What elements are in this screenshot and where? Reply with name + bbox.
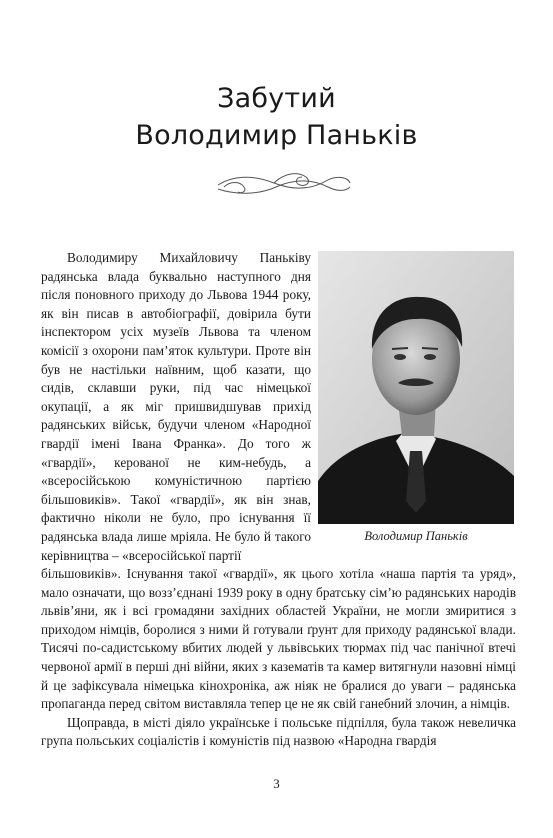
photo-caption: Володимир Паньків [364,529,468,543]
chapter-title-line-2: Володимир Паньків [135,120,418,151]
body-text [41,249,516,751]
page-number: 3 [273,776,280,791]
paragraph-1: Володимиру Михайловичу Паньківу радянська влада буквально наступного дня після поновного приходу до Львова 1944 року, як він писав в автобіографії, довірила бути інспектором усіх музеїв Львова та членом комісії з охорони пам’яток культури. Проте він був не настільки наївним, щоб казати, що сидів, склавши руки, під час німецької окупації, а як міг пришвидшував прихід радянських військ, будучи членом «Народної гвардії імені Івана Франка». До того ж «гвардії», керованої не ким-небудь, а «всеросійською комуністичною партією більшовиків». Такої «гвардії», як він знав, фактично ніколи не було, про існування її радянська влада лише мріяла. Не було й такого керівництва – «всеросійської партії [41,250,311,563]
paragraph-2: Щоправда, в місті діяло українське і польське підпілля, була також невеличка група польських соціалістів і комуністів під назвою «Народна гвардія [41,714,516,749]
flourish-divider-icon [214,165,354,201]
chapter-title-line-1: Забутий [217,83,336,114]
paragraph-1-continued: більшовиків». Існування такої «гвардії», як цього хотіла «наша партія та уряд», мало означати, що возз’єднані 1939 року в одну братську сім’ю радянських народів львів’яни, як і всі громадяни західних областей України, не могли змиритися з приходом німців, боролися з ними й готували ґрунт для приходу радянської влади. Тисячі по-садистському вбитих людей у львівських тюрмах під час панічної втечі червоної армії в перші дні війни, яких з казематів та камер витягнули назовні німці й це зафіксувала німецька кінохроніка, аж ніяк не бралися до уваги – радянська пропаганда перед світом виставляла тепер це не як свій ганебний злочин, а німців. [41,566,516,712]
chapter-title [0,80,553,154]
